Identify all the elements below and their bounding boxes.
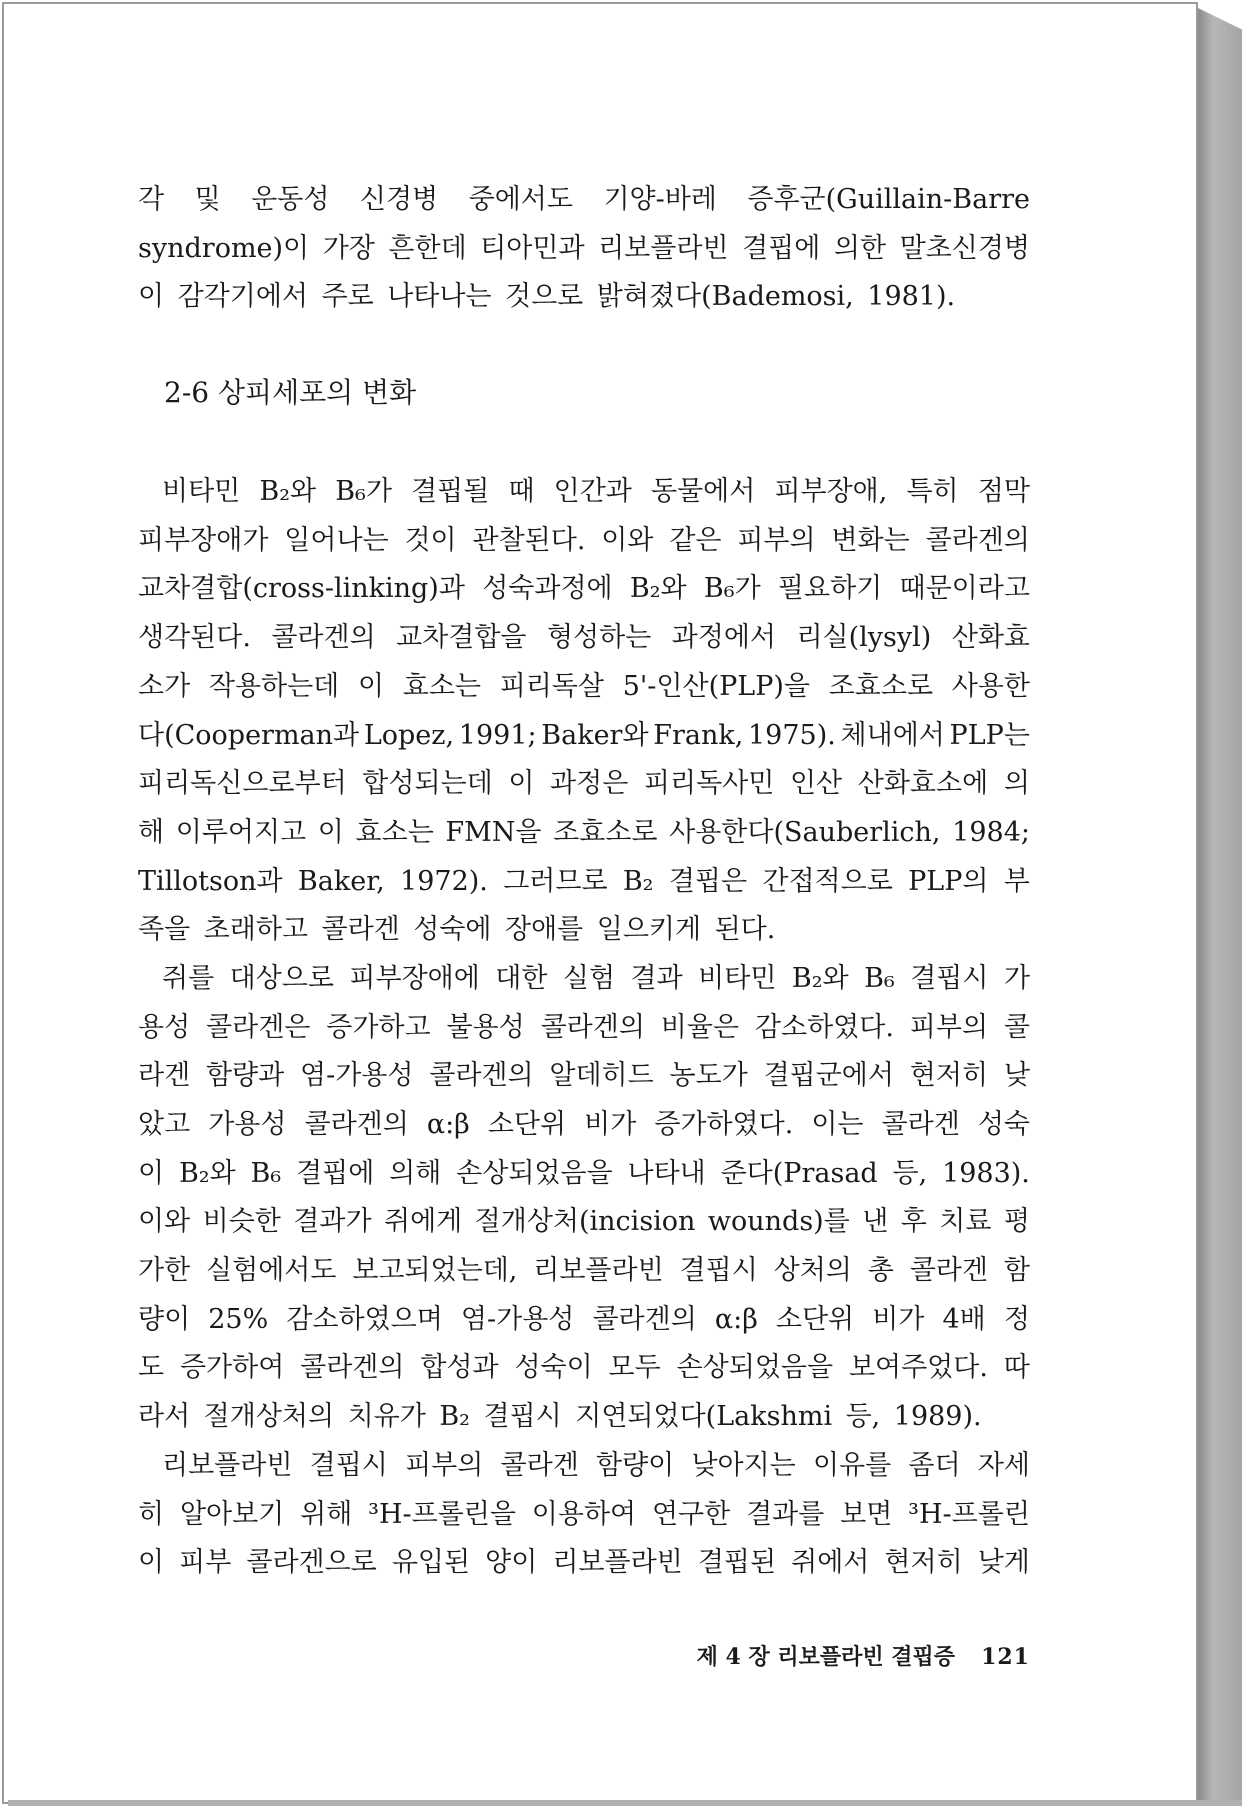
text-line: 히 알아보기 위해 ³H-프롤린을 이용하여 연구한 결과를 보면 ³H-프롤린 (138, 1498, 1030, 1530)
text-line: 라서 절개상처의 치유가 B₂ 결핍시 지연되었다(Lakshmi 등, 1989). (138, 1401, 982, 1433)
text-line: 라겐 함량과 염-가용성 콜라겐의 알데히드 농도가 결핍군에서 현저히 낮 (138, 1060, 1030, 1092)
text-line: Tillotson과 Baker, 1972). 그러므로 B₂ 결핍은 간접적으로 PLP의 부 (138, 865, 1030, 897)
chapter-title: 제 4 장 리보플라빈 결핍증 (696, 1644, 956, 1670)
text-line: syndrome)이 가장 흔한데 티아민과 리보플라빈 결핍에 의한 말초신경병 (138, 232, 1030, 264)
text-line: 각 및 운동성 신경병 중에서도 기양-바레 증후군(Guillain-Barre (138, 184, 1030, 215)
text-line: 리보플라빈 결핍시 피부의 콜라겐 함량이 낮아지는 이유를 좀더 자세 (162, 1449, 1030, 1481)
text-line: 량이 25% 감소하였으며 염-가용성 콜라겐의 α:β 소단위 비가 4배 정 (138, 1303, 1030, 1335)
paragraph-2 (138, 468, 1030, 955)
text-line: 해 이루어지고 이 효소는 FMN을 조효소로 사용한다(Sauberlich, 1984; (138, 816, 1030, 848)
text-line: 피부장애가 일어나는 것이 관찰된다. 이와 같은 피부의 변화는 콜라겐의 (138, 524, 1030, 556)
text-line: 소가 작용하는데 이 효소는 피리독살 5'-인산(PLP)을 조효소로 사용한 (138, 670, 1030, 702)
text-line: 교차결합(cross-linking)과 성숙과정에 B₂와 B₆가 필요하기 때문이라고 (138, 573, 1030, 605)
text-line: 쥐를 대상으로 피부장애에 대한 실험 결과 비타민 B₂와 B₆ 결핍시 가 (162, 962, 1030, 994)
text-line: 용성 콜라겐은 증가하고 불용성 콜라겐의 비율은 감소하였다. 피부의 콜 (138, 1011, 1030, 1043)
section-heading: 2-6 상피세포의 변화 (164, 376, 417, 410)
text-line: 비타민 B₂와 B₆가 결핍될 때 인간과 동물에서 피부장애, 특히 점막 (162, 476, 1030, 508)
text-line: 족을 초래하고 콜라겐 성숙에 장애를 일으키게 된다. (138, 914, 776, 946)
page-number: 121 (981, 1644, 1030, 1670)
paragraph-1 (138, 176, 1030, 322)
text-line: 았고 가용성 콜라겐의 α:β 소단위 비가 증가하였다. 이는 콜라겐 성숙 (138, 1109, 1030, 1140)
text-line: 이와 비슷한 결과가 쥐에게 절개상처(incision wounds)를 낸 후 치료 평 (138, 1206, 1030, 1238)
text-line: 이 B₂와 B₆ 결핍에 의해 손상되었음을 나타내 준다(Prasad 등, 1983). (138, 1157, 1030, 1189)
text-line: 가한 실험에서도 보고되었는데, 리보플라빈 결핍시 상처의 총 콜라겐 함 (138, 1255, 1030, 1287)
text-line: 이 감각기에서 주로 나타나는 것으로 밝혀졌다(Bademosi, 1981). (138, 281, 956, 313)
running-footer (650, 1640, 1030, 1671)
page-body (138, 176, 1030, 1588)
text-line: 이 피부 콜라겐으로 유입된 양이 리보플라빈 결핍된 쥐에서 현저히 낮게 (138, 1547, 1030, 1579)
text-line: 도 증가하여 콜라겐의 합성과 성숙이 모두 손상되었음을 보여주었다. 따 (138, 1352, 1030, 1384)
page-shadow (8, 1800, 1242, 1806)
paragraph-3 (138, 955, 1030, 1442)
page-edge (1198, 8, 1242, 1802)
text-line: 피리독신으로부터 합성되는데 이 과정은 피리독사민 인산 산화효소에 의 (138, 768, 1030, 800)
text-line: 생각된다. 콜라겐의 교차결합을 형성하는 과정에서 리실(lysyl) 산화효 (138, 622, 1030, 654)
text-line: 다(Cooperman과 Lopez, 1991; Baker와 Frank, 1975). 체내에서 PLP는 (138, 719, 1030, 751)
paragraph-4 (138, 1442, 1030, 1588)
